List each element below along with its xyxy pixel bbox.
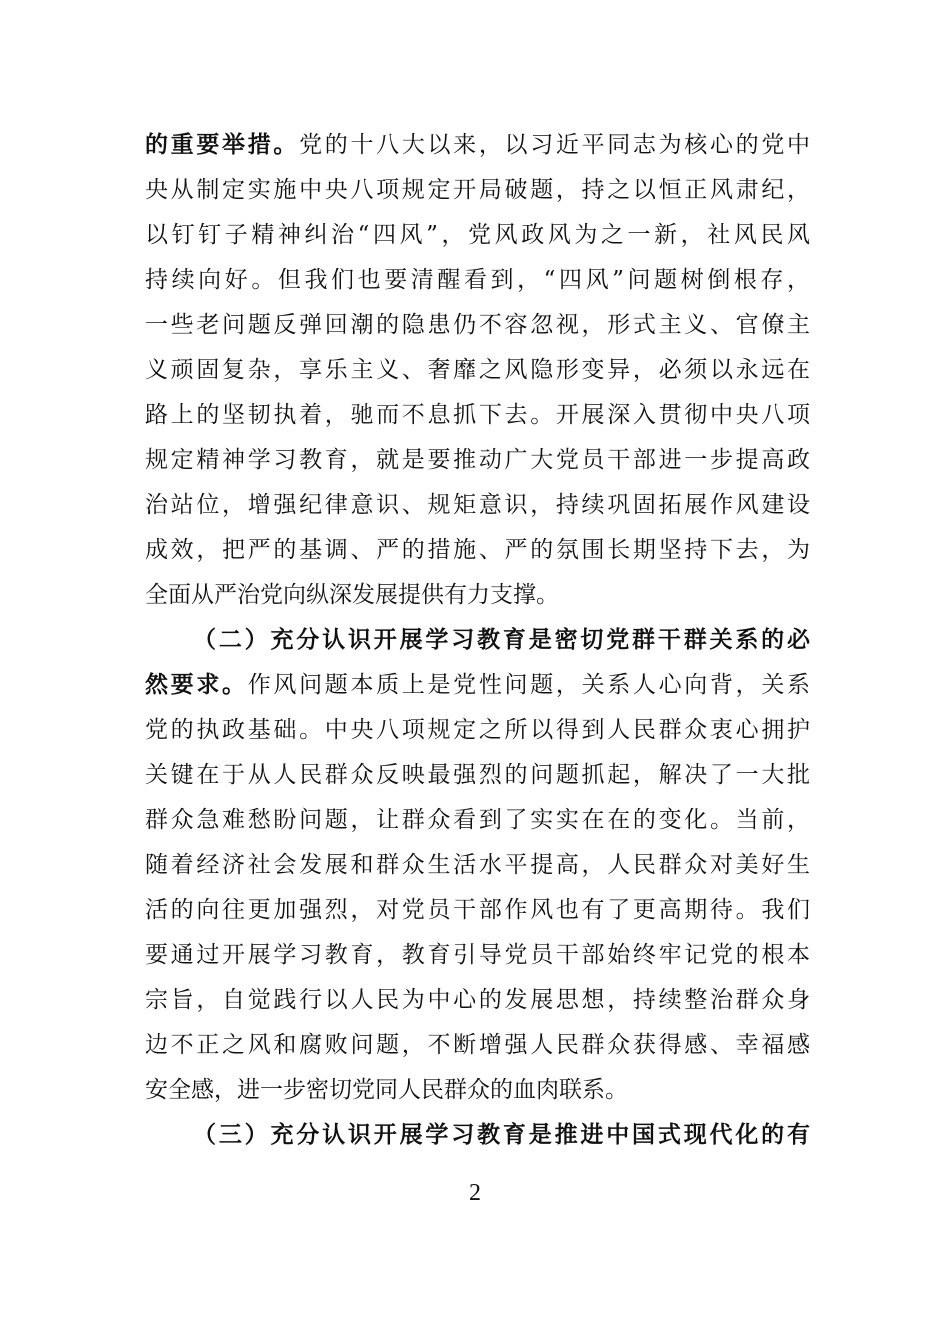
text-line: 路上的坚韧执着，驰而不息抓下去。开展深入贯彻中央八项: [145, 402, 810, 428]
text-line: 要通过开展学习教育，教育引导党员干部始终牢记党的根本: [145, 942, 810, 968]
line-text: 党的十八大以来，以习近平同志为核心的党中: [299, 132, 811, 158]
text-line: 安全感，进一步密切党同人民群众的血肉联系。: [145, 1077, 628, 1103]
text-line: 活的向往更加强烈，对党员干部作风也有了更高期待。我们: [145, 897, 810, 923]
text-line: 全面从严治党向纵深发展提供有力支撑。: [145, 582, 559, 608]
text-line: 随着经济社会发展和群众生活水平提高，人民群众对美好生: [145, 852, 810, 878]
text-line: [145, 123, 810, 167]
text-line: 持续向好。但我们也要清醒看到，“四风”问题树倒根存，: [145, 267, 810, 293]
line-text: 作风问题本质上是党性问题，关系人心向背，关系: [247, 672, 811, 698]
text-line: 一些老问题反弹回潮的隐患仍不容忽视，形式主义、官僚主: [145, 312, 810, 338]
section-heading-3: （三）充分认识开展学习教育是推进中国式现代化的有: [193, 1121, 810, 1148]
text-line: 治站位，增强纪律意识、规矩意识，持续巩固拓展作风建设: [145, 492, 810, 518]
text-line: 关键在于从人民群众反映最强烈的问题抓起，解决了一大批: [145, 762, 810, 788]
text-line: 成效，把严的基调、严的措施、严的氛围长期坚持下去，为: [145, 537, 810, 563]
bold-lead-in: 然要求。: [145, 671, 248, 698]
text-line: [145, 663, 810, 707]
text-line: 义顽固复杂，享乐主义、奢靡之风隐形变异，必须以永远在: [145, 357, 810, 383]
text-line: 央从制定实施中央八项规定开局破题，持之以恒正风肃纪，: [145, 177, 810, 203]
text-line: 宗旨，自觉践行以人民为中心的发展思想，持续整治群众身: [145, 987, 810, 1013]
text-line: 群众急难愁盼问题，让群众看到了实实在在的变化。当前，: [145, 807, 810, 833]
page-number: 2: [469, 1180, 481, 1206]
bold-lead-in: 的重要举措。: [145, 131, 300, 158]
text-line: 以钉钉子精神纠治“四风”，党风政风为之一新，社风民风: [145, 222, 810, 248]
section-heading-2: （二）充分认识开展学习教育是密切党群干群关系的必: [193, 626, 810, 653]
text-line: 党的执政基础。中央八项规定之所以得到人民群众衷心拥护: [145, 717, 810, 743]
text-line: 边不正之风和腐败问题，不断增强人民群众获得感、幸福感: [145, 1032, 810, 1058]
text-line: 规定精神学习教育，就是要推动广大党员干部进一步提高政: [145, 447, 810, 473]
